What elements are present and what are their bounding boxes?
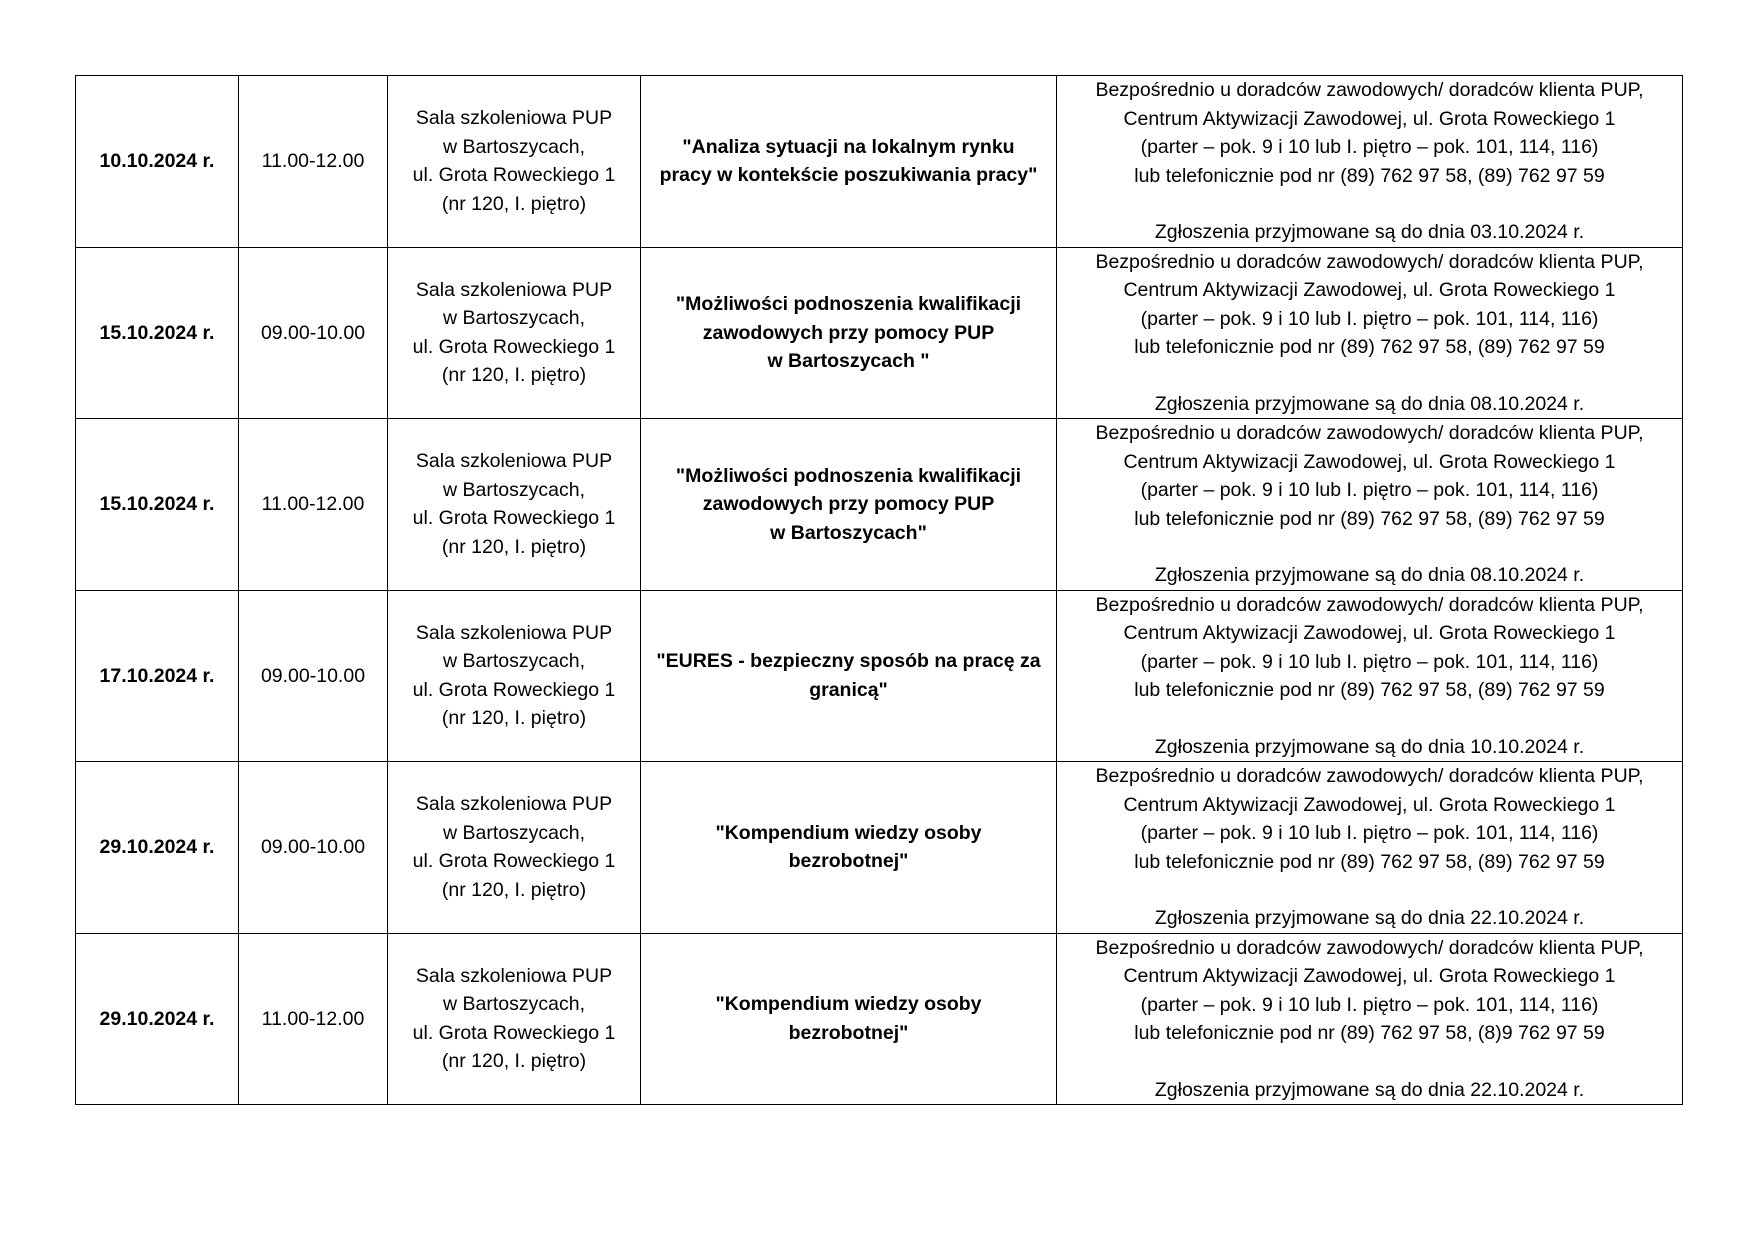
table-row [76, 76, 1683, 248]
contact-line: Bezpośrednio u doradców zawodowych/ doradców klienta PUP, [1095, 250, 1644, 273]
contact-line: Centrum Aktywizacji Zawodowej, ul. Grota Roweckiego 1 [1123, 622, 1616, 644]
topic-line: "Analiza sytuacji na lokalnym rynku [682, 135, 1015, 158]
place-cell [388, 933, 641, 1105]
place-line: (nr 120, I. piętro) [441, 364, 587, 387]
contact-cell [1057, 762, 1683, 934]
spacer [1061, 1048, 1678, 1076]
place-line: w Bartoszycach, [443, 650, 585, 673]
contact-line: (parter – pok. 9 i 10 lub I. piętro – pok. 101, 114, 116) [1140, 307, 1599, 330]
deadline-text: Zgłoszenia przyjmowane są do dnia 03.10.2024 r. [1154, 221, 1585, 243]
contact-line: lub telefonicznie pod nr (89) 762 97 58, (89) 762 97 59 [1134, 507, 1605, 530]
contact-cell [1057, 933, 1683, 1105]
topic-line: w Bartoszycach " [767, 350, 930, 372]
date-cell: 15.10.2024 r. [76, 419, 239, 591]
contact-line: Centrum Aktywizacji Zawodowej, ul. Grota Roweckiego 1 [1123, 965, 1616, 987]
table-row [76, 590, 1683, 762]
topic-line: "Kompendium wiedzy osoby [715, 993, 982, 1016]
topic-line: "Kompendium wiedzy osoby [715, 821, 982, 844]
spacer [1061, 362, 1678, 390]
place-line: ul. Grota Roweckiego 1 [412, 164, 616, 187]
place-line: (nr 120, I. piętro) [441, 1050, 587, 1073]
place-line: ul. Grota Roweckiego 1 [412, 335, 616, 358]
place-line: (nr 120, I. piętro) [441, 192, 587, 215]
place-line: ul. Grota Roweckiego 1 [412, 1021, 616, 1044]
date-cell: 10.10.2024 r. [76, 76, 239, 248]
contact-line: Centrum Aktywizacji Zawodowej, ul. Grota Roweckiego 1 [1123, 793, 1616, 816]
time-cell: 09.00-10.00 [239, 590, 388, 762]
schedule-table [75, 75, 1683, 1105]
place-line: w Bartoszycach, [443, 821, 585, 844]
contact-line: lub telefonicznie pod nr (89) 762 97 58, (89) 762 97 59 [1134, 679, 1605, 701]
deadline-text: Zgłoszenia przyjmowane są do dnia 08.10.2024 r. [1154, 392, 1585, 415]
topic-cell [641, 247, 1057, 419]
deadline-text: Zgłoszenia przyjmowane są do dnia 08.10.2024 r. [1154, 564, 1585, 586]
topic-line: "EURES - bezpieczny sposób na pracę za [656, 650, 1041, 673]
spacer [1061, 190, 1678, 218]
topic-line: w Bartoszycach" [770, 521, 927, 544]
place-cell [388, 419, 641, 591]
place-line: (nr 120, I. piętro) [441, 707, 587, 730]
contact-line: lub telefonicznie pod nr (89) 762 97 58, (8)9 762 97 59 [1134, 1022, 1605, 1044]
time-cell: 11.00-12.00 [239, 76, 388, 248]
place-line: ul. Grota Roweckiego 1 [412, 850, 616, 873]
place-cell [388, 247, 641, 419]
date-cell: 17.10.2024 r. [76, 590, 239, 762]
time-cell: 11.00-12.00 [239, 933, 388, 1105]
place-line: Sala szkoleniowa PUP [415, 621, 613, 644]
place-line: Sala szkoleniowa PUP [415, 964, 613, 987]
topic-line: bezrobotnej" [788, 1021, 909, 1044]
place-line: w Bartoszycach, [443, 307, 585, 330]
place-line: Sala szkoleniowa PUP [415, 450, 613, 473]
deadline-text: Zgłoszenia przyjmowane są do dnia 10.10.2024 r. [1154, 735, 1585, 758]
table-row [76, 762, 1683, 934]
contact-line: Bezpośrednio u doradców zawodowych/ doradców klienta PUP, [1095, 593, 1644, 616]
contact-cell [1057, 247, 1683, 419]
place-line: Sala szkoleniowa PUP [415, 107, 613, 130]
contact-line: (parter – pok. 9 i 10 lub I. piętro – pok. 101, 114, 116) [1140, 479, 1599, 501]
contact-line: (parter – pok. 9 i 10 lub I. piętro – pok. 101, 114, 116) [1140, 993, 1599, 1016]
contact-line: (parter – pok. 9 i 10 lub I. piętro – pok. 101, 114, 116) [1140, 822, 1599, 844]
place-cell [388, 76, 641, 248]
topic-line: "Możliwości podnoszenia kwalifikacji [675, 464, 1022, 487]
contact-cell [1057, 419, 1683, 591]
contact-line: lub telefonicznie pod nr (89) 762 97 58, (89) 762 97 59 [1134, 850, 1605, 873]
table-row [76, 247, 1683, 419]
topic-line: "Możliwości podnoszenia kwalifikacji [675, 293, 1022, 315]
contact-line: Centrum Aktywizacji Zawodowej, ul. Grota Roweckiego 1 [1123, 279, 1616, 301]
contact-line: (parter – pok. 9 i 10 lub I. piętro – pok. 101, 114, 116) [1140, 650, 1599, 673]
time-cell: 09.00-10.00 [239, 247, 388, 419]
table-row [76, 419, 1683, 591]
contact-line: Centrum Aktywizacji Zawodowej, ul. Grota Roweckiego 1 [1123, 107, 1616, 130]
date-cell: 15.10.2024 r. [76, 247, 239, 419]
topic-cell [641, 933, 1057, 1105]
spacer [1061, 533, 1678, 561]
topic-line: pracy w kontekście poszukiwania pracy" [659, 164, 1038, 187]
place-line: (nr 120, I. piętro) [441, 878, 587, 901]
topic-cell [641, 762, 1057, 934]
time-cell: 09.00-10.00 [239, 762, 388, 934]
place-line: ul. Grota Roweckiego 1 [412, 507, 616, 530]
spacer [1061, 876, 1678, 904]
contact-line: lub telefonicznie pod nr (89) 762 97 58, (89) 762 97 59 [1134, 164, 1605, 187]
place-line: w Bartoszycach, [443, 478, 585, 501]
place-line: (nr 120, I. piętro) [441, 535, 587, 558]
deadline-text: Zgłoszenia przyjmowane są do dnia 22.10.2024 r. [1154, 907, 1585, 929]
table-row [76, 933, 1683, 1105]
deadline-text: Zgłoszenia przyjmowane są do dnia 22.10.2024 r. [1154, 1078, 1585, 1101]
topic-line: bezrobotnej" [788, 850, 909, 873]
place-line: Sala szkoleniowa PUP [415, 278, 613, 301]
contact-line: Bezpośrednio u doradców zawodowych/ doradców klienta PUP, [1095, 936, 1644, 959]
topic-cell [641, 419, 1057, 591]
place-cell [388, 762, 641, 934]
topic-line: zawodowych przy pomocy PUP [702, 493, 995, 515]
schedule-body [76, 76, 1683, 1105]
contact-line: Bezpośrednio u doradców zawodowych/ doradców klienta PUP, [1095, 422, 1644, 444]
place-line: Sala szkoleniowa PUP [415, 793, 613, 816]
date-cell: 29.10.2024 r. [76, 762, 239, 934]
date-cell: 29.10.2024 r. [76, 933, 239, 1105]
topic-line: zawodowych przy pomocy PUP [702, 321, 995, 344]
contact-line: Bezpośrednio u doradców zawodowych/ doradców klienta PUP, [1095, 765, 1644, 787]
contact-cell [1057, 590, 1683, 762]
place-cell [388, 590, 641, 762]
topic-cell [641, 76, 1057, 248]
contact-line: Centrum Aktywizacji Zawodowej, ul. Grota Roweckiego 1 [1123, 450, 1616, 473]
contact-line: lub telefonicznie pod nr (89) 762 97 58, (89) 762 97 59 [1134, 336, 1605, 358]
time-cell: 11.00-12.00 [239, 419, 388, 591]
place-line: w Bartoszycach, [443, 993, 585, 1016]
contact-line: Bezpośrednio u doradców zawodowych/ doradców klienta PUP, [1095, 79, 1644, 101]
topic-line: granicą" [809, 678, 888, 701]
place-line: ul. Grota Roweckiego 1 [412, 678, 616, 701]
contact-cell [1057, 76, 1683, 248]
spacer [1061, 705, 1678, 733]
contact-line: (parter – pok. 9 i 10 lub I. piętro – pok. 101, 114, 116) [1140, 136, 1599, 158]
topic-cell [641, 590, 1057, 762]
place-line: w Bartoszycach, [443, 135, 585, 158]
